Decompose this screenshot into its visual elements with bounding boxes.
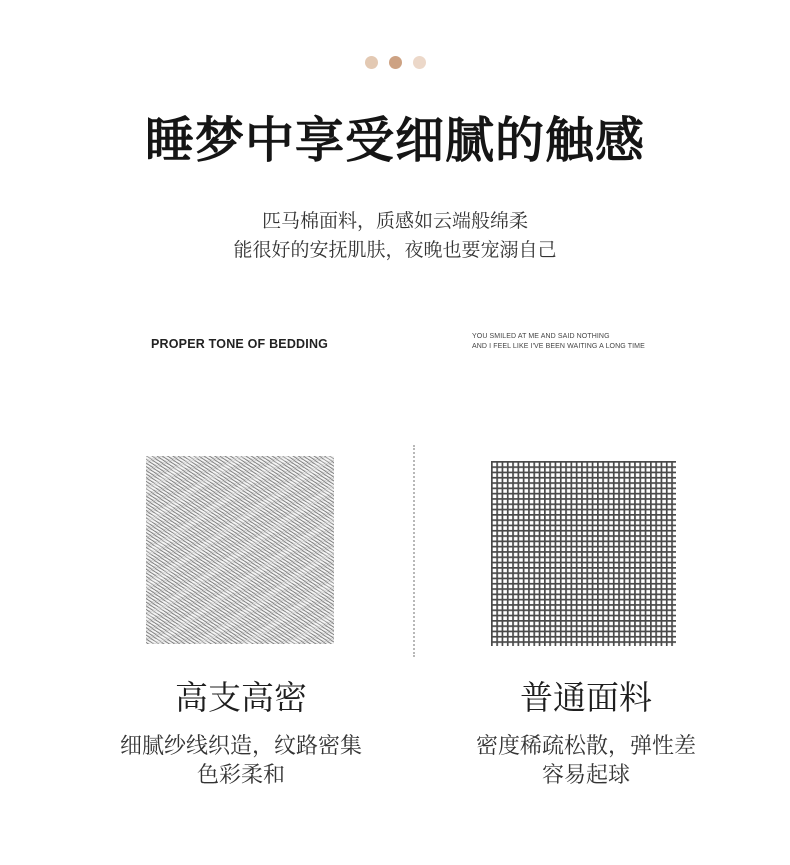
dense-fabric-icon (146, 456, 334, 644)
dense-fabric-desc (81, 732, 401, 790)
dense-desc-line-1: 细腻纱线织造，纹路密集 (119, 734, 362, 759)
label-quote-line-1: YOU SMILED AT ME AND SAID NOTHING (472, 333, 610, 340)
normal-fabric-desc (426, 732, 746, 790)
loose-fabric-icon (491, 461, 676, 646)
dot-1 (365, 56, 378, 69)
page-title: 睡梦中享受细腻的触感 (144, 112, 645, 169)
dense-fabric-title: 高支高密 (175, 678, 307, 717)
subtitle-line-1: 匹马棉面料，质感如云端般绵柔 (261, 210, 528, 232)
subtitle (0, 207, 790, 265)
dense-desc-line-2: 色彩柔和 (196, 763, 285, 788)
normal-fabric-title: 普通面料 (520, 678, 652, 717)
dot-2 (389, 56, 402, 69)
center-divider (413, 445, 415, 657)
header-dots (0, 56, 790, 69)
label-proper-tone: PROPER TONE OF BEDDING (151, 337, 329, 351)
subtitle-line-2: 能很好的安抚肌肤，夜晚也要宠溺自己 (233, 239, 557, 261)
normal-desc-line-1: 密度稀疏松散，弹性差 (475, 734, 696, 759)
label-quote (472, 332, 645, 352)
label-quote-line-2: AND I FEEL LIKE I'VE BEEN WAITING A LONG TIME (472, 343, 645, 350)
dot-3 (413, 56, 426, 69)
normal-desc-line-2: 容易起球 (541, 763, 630, 788)
